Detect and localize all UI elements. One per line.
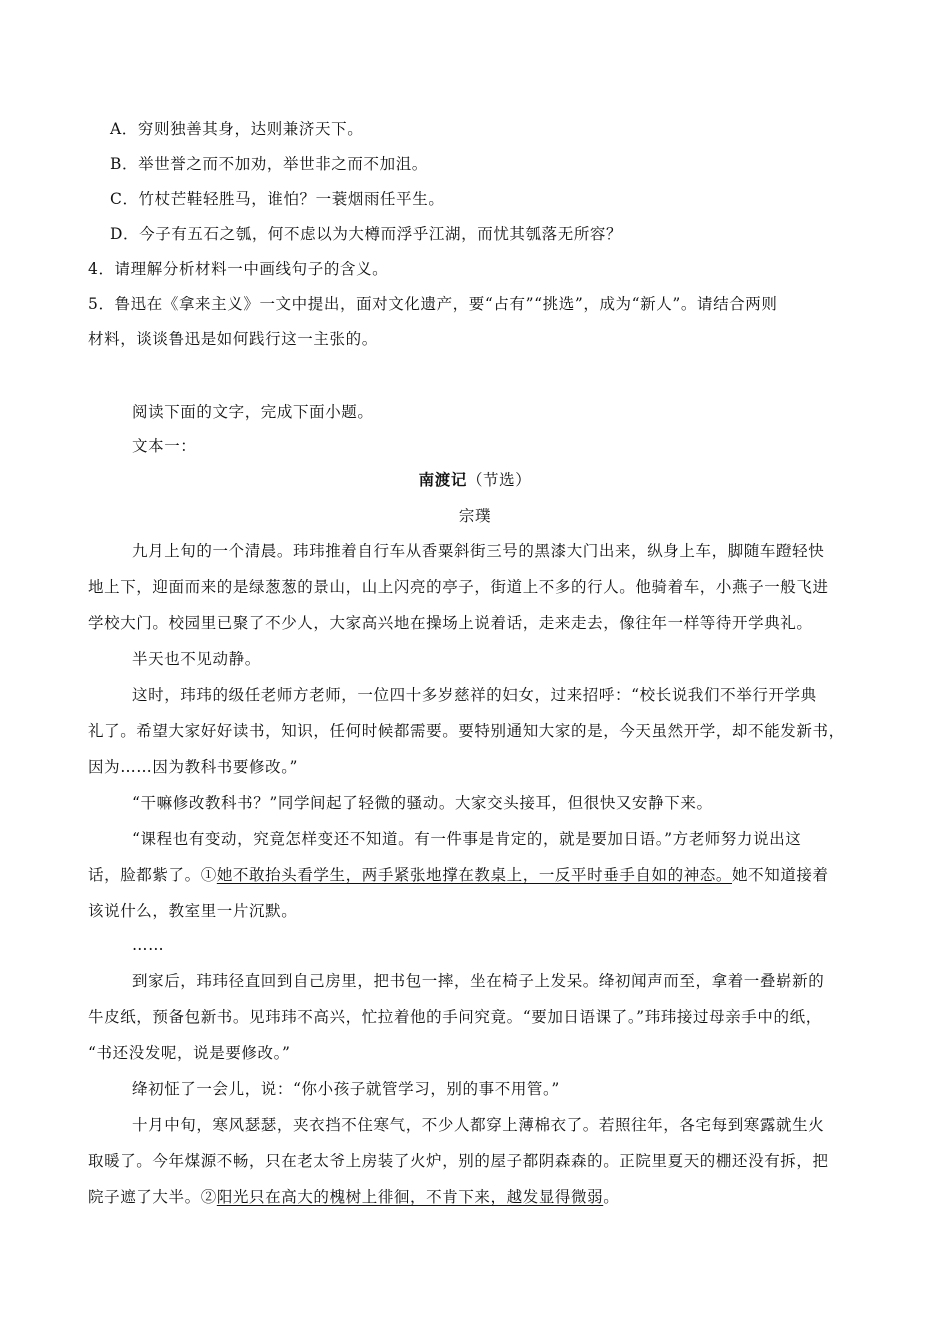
option-b: B．举世誉之而不加劝，举世非之而不加沮。 [110, 155, 428, 173]
body-line [88, 864, 829, 886]
underlined-sentence-2: 阳光只在高大的槐树上徘徊，不肯下来，越发显得微弱 [216, 1188, 604, 1206]
body-line: 学校大门。校园里已聚了不少人，大家高兴地在操场上说着话，走来走去，像往年一样等待开学典礼。 [88, 614, 813, 632]
body-line: “干嘛修改教科书？”同学间起了轻微的骚动。大家交头接耳，但很快又安静下来。 [132, 794, 713, 812]
body-text: 她不知道接着 [732, 866, 829, 884]
ellipsis-line: …… [132, 936, 165, 954]
body-text: 院子遮了大半。② [88, 1188, 217, 1206]
question-5-line2: 材料，谈谈鲁迅是如何践行这一主张的。 [88, 330, 378, 348]
title-main: 南渡记 [418, 470, 467, 489]
body-line: 因为……因为教科书要修改。” [88, 758, 299, 776]
question-4: 4．请理解分析材料一中画线句子的含义。 [88, 260, 389, 278]
body-line: 这时，玮玮的级任老师方老师，一位四十多岁慈祥的妇女，过来招呼：“校长说我们不举行开学典 [132, 686, 817, 704]
question-5-line1: 5．鲁迅在《拿来主义》一文中提出，面对文化遗产，要“占有”“挑选”，成为“新人”。请结合两则 [88, 295, 778, 313]
option-c: C．竹杖芒鞋轻胜马，谁怕？一蓑烟雨任平生。 [110, 190, 445, 208]
text-label: 文本一： [132, 437, 197, 455]
body-line: 牛皮纸，预备包新书。见玮玮不高兴，忙拉着他的手问究竟。“要加日语课了。”玮玮接过母亲手中的纸， [88, 1008, 822, 1026]
body-line: 取暖了。今年煤源不畅，只在老太爷上房装了火炉，别的屋子都阴森森的。正院里夏天的棚还没有拆，把 [88, 1152, 829, 1170]
option-a: A．穷则独善其身，达则兼济天下。 [110, 120, 364, 138]
body-line: 绛初怔了一会儿，说：“你小孩子就管学习，别的事不用管。” [132, 1080, 560, 1098]
body-line [88, 1186, 619, 1208]
body-line: 到家后，玮玮径直回到自己房里，把书包一摔，坐在椅子上发呆。绛初闻声而至，拿着一叠崭新的 [132, 972, 825, 990]
body-text: 话，脸都紫了。① [88, 866, 217, 884]
body-line: 礼了。希望大家好好读书，知识，任何时候都需要。要特别通知大家的是，今天虽然开学，却不能发新书， [88, 722, 845, 740]
title-sub: （节选） [466, 471, 532, 489]
body-line: 该说什么，教室里一片沉默。 [88, 902, 298, 920]
body-line: 半天也不见动静。 [132, 650, 261, 668]
reading-instruction: 阅读下面的文字，完成下面小题。 [132, 403, 374, 421]
option-d: D．今子有五石之瓠，何不虑以为大樽而浮乎江湖，而忧其瓠落无所容？ [110, 225, 623, 243]
body-line: 地上下，迎面而来的是绿葱葱的景山，山上闪亮的亭子，街道上不多的行人。他骑着车，小燕子一般飞进 [88, 578, 829, 596]
body-line: 十月中旬，寒风瑟瑟，夹衣挡不住寒气，不少人都穿上薄棉衣了。若照往年，各宅每到寒露就生火 [132, 1116, 825, 1134]
body-line: “书还没发呢，说是要修改。” [88, 1044, 291, 1062]
body-line: “课程也有变动，究竟怎样变还不知道。有一件事是肯定的，就是要加日语。”方老师努力说出这 [132, 830, 802, 848]
underlined-sentence-1: 她不敢抬头看学生，两手紧张地撑在教桌上，一反平时垂手自如的神态。 [216, 866, 733, 884]
passage-title [0, 469, 950, 491]
passage-author: 宗璞 [458, 507, 492, 525]
body-line: 九月上旬的一个清晨。玮玮推着自行车从香粟斜街三号的黑漆大门出来，纵身上车，脚随车蹬轻快 [132, 542, 825, 560]
body-text: 。 [603, 1188, 620, 1206]
